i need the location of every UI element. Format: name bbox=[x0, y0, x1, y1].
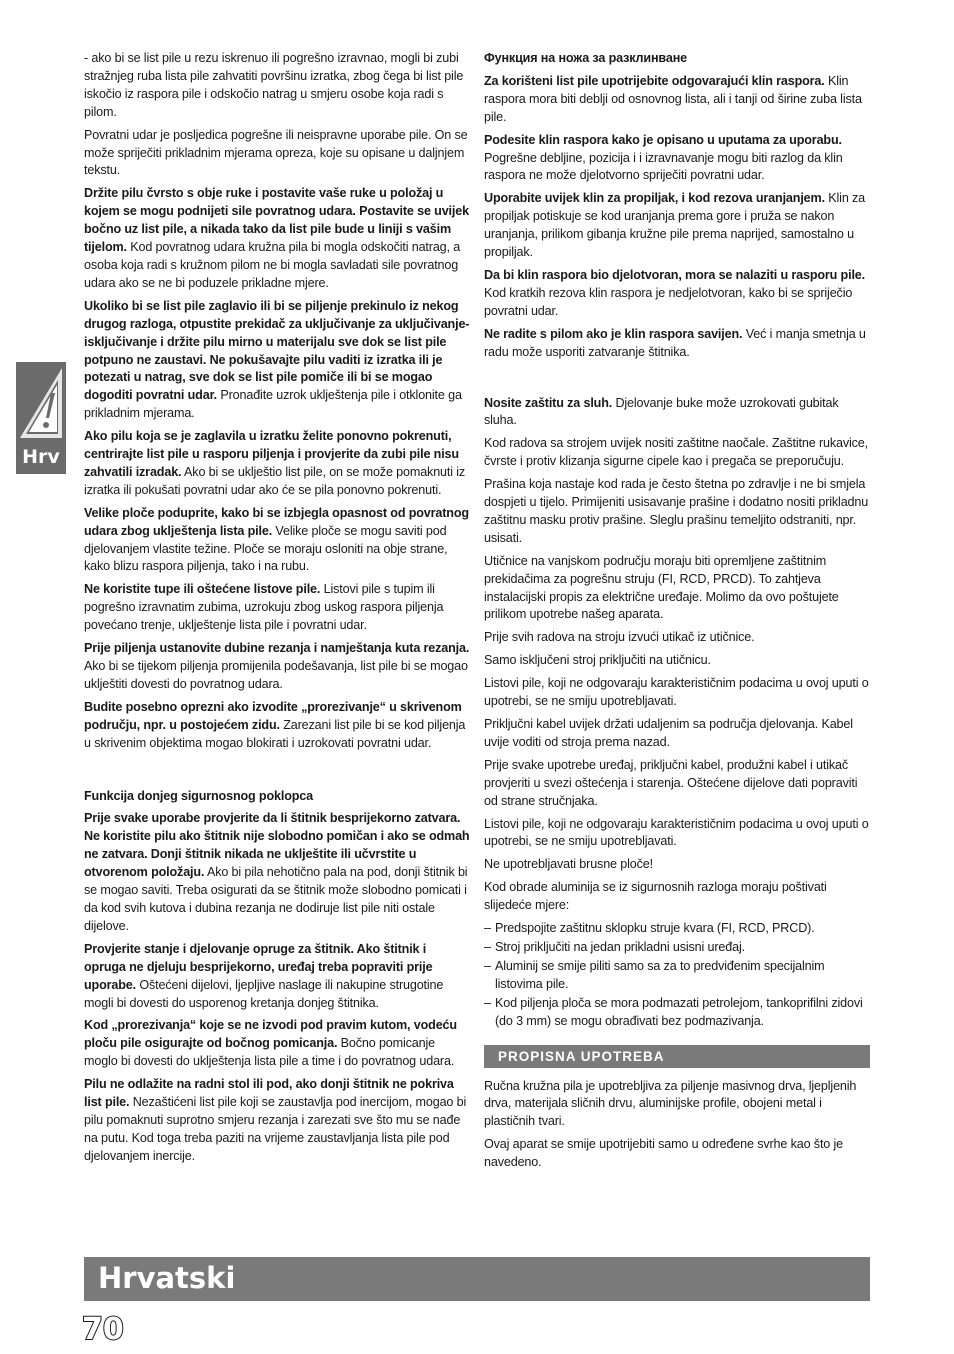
section-heading: Функция на ножа за разклинване bbox=[484, 51, 688, 65]
footer-bar bbox=[84, 1257, 870, 1301]
paragraph bbox=[484, 395, 870, 431]
side-tab bbox=[16, 362, 66, 474]
paragraph bbox=[484, 132, 870, 186]
paragraph bbox=[84, 640, 470, 694]
bold-lead: Za korišteni list pile upotrijebite odgovarajući klin raspora. bbox=[484, 73, 825, 88]
dash-marker: – bbox=[484, 995, 491, 1010]
paragraph bbox=[84, 941, 470, 1013]
bold-lead: Budite posebno oprezni ako izvodite „prorezivanje“ u skrivenom području, npr. u postojećem zidu. bbox=[84, 699, 462, 732]
bold-lead: Pilu ne odlažite na radni stol ili pod, ako donji štitnik ne pokriva list pile. bbox=[84, 1077, 454, 1110]
paragraph-text: Djelovanje buke može uzrokovati gubitak sluha. bbox=[484, 395, 839, 428]
paragraph: Listovi pile, koji ne odgovaraju karakterističnim podacima u ovoj uputi o upotrebi, se ne smiju upotrebljavati. bbox=[484, 816, 869, 849]
paragraph-text: Oštećeni dijelovi, ljepljive naslage ili nakupine strugotine mogli bi dovesti do usporenog kretanja donjeg štitnika. bbox=[84, 977, 444, 1010]
list-item bbox=[484, 995, 870, 1031]
paragraph-text: Listovi pile s tupim ili pogrešno izravnatim zubima, uzrokuju zbog uskog raspora piljenja povećano trenje, uklještenje lista pile i povratni udar. bbox=[84, 582, 444, 633]
list-item-text: Stroj priključiti na jedan prikladni usisni uređaj. bbox=[495, 939, 745, 954]
paragraph-text: Klin raspora mora biti deblji od osnovnog lista, ali i tanji od širine zuba lista pile. bbox=[484, 73, 862, 124]
paragraph: - ako bi se list pile u rezu iskrenuo ili pogrešno izravnao, mogli bi zubi stražnjeg ruba lista pile zahvatiti površinu izratka, zbog čega bi list pile iskočio iz raspora pile i odskočio natrag u smjeru osobe koja radi s pilom. bbox=[84, 51, 464, 119]
bold-lead: Podesite klin raspora kako je opisano u uputama za uporabu. bbox=[484, 132, 842, 147]
list-item bbox=[484, 920, 870, 938]
paragraph bbox=[84, 1017, 470, 1071]
paragraph: Samo isključeni stroj priključiti na utičnicu. bbox=[484, 653, 711, 668]
paragraph-text: Kod povratnog udara kružna pila bi mogla odskočiti natrag, a osoba koja radi s kružnom pilom ne bi mogla savladati sile povratnog udara ako se ne bi poduzele prikladne mjere. bbox=[84, 240, 461, 290]
paragraph: Prije svake upotrebe uređaj, priključni kabel, produžni kabel i utikač provjeriti u svezi oštećenja i starenja. Oštećene dijelove dati popraviti od strane stručnjaka. bbox=[484, 757, 858, 808]
paragraph: Listovi pile, koji ne odgovaraju karakterističnim podacima u ovoj uputi o upotrebi, se ne smiju upotrebljavati. bbox=[484, 676, 869, 709]
paragraph bbox=[84, 298, 470, 423]
bold-lead: Ne koristite tupe ili oštećene listove pile. bbox=[84, 582, 321, 597]
right-column bbox=[484, 50, 870, 1177]
bold-lead: Držite pilu čvrsto s obje ruke i postavite vaše ruke u položaj u kojem se mogu podnijeti sile povratnog udara. Postavite se uvijek bočno uz list pile, a nikada tako da list pile bude u liniji s vašim tijelom. bbox=[84, 186, 469, 255]
bold-lead: Ne radite s pilom ako je klin raspora savijen. bbox=[484, 326, 743, 341]
paragraph-text: Već i manja smetnja u radu može usporiti zatvaranje štitnika. bbox=[484, 326, 866, 359]
language-label: Hrv bbox=[22, 446, 60, 468]
paragraph: Ručna kružna pila je upotrebljiva za piljenje masivnog drva, ljepljenih drva, materijala sličnih drvu, aluminijske profile, obojeni metal i plastičnih tvari. bbox=[484, 1078, 857, 1129]
paragraph bbox=[84, 699, 470, 753]
bold-lead: Uporabite uvijek klin za propiljak, i kod rezova uranjanjem. bbox=[484, 191, 825, 206]
paragraph: Prije svih radova na stroju izvući utikač iz utičnice. bbox=[484, 630, 755, 645]
paragraph-text: Kod kratkih rezova klin raspora je nedjelotvoran, kako bi se spriječio povratni udar. bbox=[484, 285, 853, 318]
language-title: Hrvatski bbox=[98, 1261, 236, 1295]
paragraph: Ne upotrebljavati brusne ploče! bbox=[484, 857, 653, 872]
bold-lead: Nosite zaštitu za sluh. bbox=[484, 395, 613, 410]
bold-lead: Ukoliko bi se list pile zaglavio ili bi se piljenje prekinulo iz nekog drugog razloga, otpustite prekidač za uključivanje za uključivanje-isključivanje i držite pilu mirno u materijalu sve dok se list pile potpuno ne zaustavi. Ne pokušavajte pilu vaditi iz izratka ili je potezati u natrag, sve dok se list pile pomiče ili bi se mogao dogoditi povratni udar. bbox=[84, 298, 470, 403]
paragraph bbox=[84, 185, 470, 292]
paragraph-text: Bočno pomicanje moglo bi dovesti do uklještenja lista pile a time i do povratnog udara. bbox=[84, 1036, 455, 1069]
bold-lead: Kod „prorezivanja“ koje se ne izvodi pod pravim kutom, vodeću ploču pile osigurajte od bočnog pomicanja. bbox=[84, 1018, 457, 1051]
paragraph: Povratni udar je posljedica pogrešne ili neispravne uporabe pile. On se može spriječiti prikladnim mjerama opreza, koje su opisane u daljnjem tekstu. bbox=[84, 127, 468, 178]
list-item-text: Kod piljenja ploča se mora podmazati petrolejom, tankoprifilni zidovi (do 3 mm) se mogu obrađivati bez podmazivanja. bbox=[495, 995, 863, 1028]
dash-marker: – bbox=[484, 921, 491, 936]
list-item-text: Predspojite zaštitnu sklopku struje kvara (FI, RCD, PRCD). bbox=[495, 921, 815, 936]
paragraph bbox=[84, 505, 470, 577]
list-item bbox=[484, 958, 870, 994]
paragraph bbox=[484, 326, 870, 362]
paragraph-text: Ako bi se uklještio list pile, on se može pomaknuti iz izratka ili pokušati povratni udar ako će se pila ponovno pokrenuti. bbox=[84, 464, 466, 497]
list-item-text: Aluminij se smije piliti samo sa za to predviđenim specijalnim listovima pile. bbox=[495, 958, 825, 991]
paragraph-text: Pronađite uzrok uklještenja pile i otklonite ga prikladnim mjerama. bbox=[84, 388, 462, 421]
paragraph-text: Ako bi se tijekom piljenja promijenila podešavanja, list pile bi se mogao uklještiti dovesti do povratnog udara. bbox=[84, 659, 468, 691]
paragraph bbox=[84, 581, 470, 635]
bold-lead: Ako pilu koja se je zaglavila u izratku želite ponovno pokrenuti, centrirajte list pile u rasporu piljenja i provjerite da zubi pile nisu zahvatili izradak. bbox=[84, 429, 459, 479]
left-column bbox=[84, 50, 470, 1171]
paragraph: Prašina koja nastaje kod rada je često štetna po zdravlje i ne bi smjela dospjeti u tijelo. Primijeniti usisavanje prašine i dodatno nositi prikladnu zaštitnu masku protiv prašine. Sleglu prašinu temeljito odstraniti, npr. usisati. bbox=[484, 477, 869, 545]
paragraph bbox=[84, 1076, 470, 1166]
paragraph: Priključni kabel uvijek držati udaljenim sa područja djelovanja. Kabel uvije voditi od stroja prema nazad. bbox=[484, 717, 853, 749]
aluminium-list bbox=[484, 920, 870, 1030]
paragraph: Ovaj aparat se smije upotrijebiti samo u određene svrhe kao što je navedeno. bbox=[484, 1137, 844, 1170]
section-bar-propisna-upotreba: PROPISNA UPOTREBA bbox=[484, 1045, 870, 1068]
paragraph bbox=[84, 810, 470, 935]
paragraph bbox=[484, 267, 870, 321]
bold-lead: Prije svake uporabe provjerite da li štitnik besprijekorno zatvara. Ne koristite pilu ako štitnik nije slobodno pomičan i ako se odmah ne zatvara. Donji štitnik nikada ne uklještite ili učvrstite u otvorenom položaju. bbox=[84, 811, 470, 880]
paragraph-text: Zarezani list pile bi se kod piljenja u skrivenim objektima mogao blokirati i uzrokovati povratni udar. bbox=[84, 717, 466, 750]
paragraph: Kod obrade aluminija se iz sigurnosnih razloga moraju poštivati slijedeće mjere: bbox=[484, 880, 827, 913]
section-heading: Funkcija donjeg sigurnosnog poklopca bbox=[84, 788, 313, 803]
warning-icon bbox=[16, 362, 66, 446]
paragraph: Kod radova sa strojem uvijek nositi zaštitne naočale. Zaštitne rukavice, čvrste i protiv klizanja sigurne cipele kao i pregača se preporučuju. bbox=[484, 436, 868, 469]
paragraph: Utičnice na vanjskom području moraju biti opremljene zaštitnim prekidačima za pogrešnu struju (FI, RCD, PRCD). To zahtjeva instalacijski propis za električne uređaje. Molimo da ovo poštujete prilikom upotrebe našeg aparata. bbox=[484, 553, 839, 622]
list-item bbox=[484, 939, 870, 957]
paragraph-text: Klin za propiljak potiskuje se kod uranjanja prema gore i pruža se nakon uranjanja, prilikom gibanja kružne pile prema naprijed, samostalno u propiljak. bbox=[484, 191, 866, 260]
dash-marker: – bbox=[484, 939, 491, 954]
paragraph-text: Pogrešne debljine, pozicija i i izravnavanje mogu biti razlog da klin raspora ne može djelotvorno spriječiti povratni udar. bbox=[484, 150, 843, 183]
paragraph bbox=[484, 73, 870, 127]
bold-lead: Prije piljenja ustanovite dubine rezanja i namještanja kuta rezanja. bbox=[84, 641, 470, 656]
bold-lead: Da bi klin raspora bio djelotvoran, mora se nalaziti u rasporu pile. bbox=[484, 267, 865, 282]
paragraph-text: Velike ploče se mogu saviti pod djelovanjem vlastite težine. Ploče se moraju osloniti na obje strane, kako blizu raspora piljenja, tako i na rubu. bbox=[84, 523, 448, 574]
dash-marker: – bbox=[484, 958, 491, 973]
page-number: 70 bbox=[82, 1312, 124, 1347]
paragraph-text: Nezaštićeni list pile koji se zaustavlja pod inercijom, mogao bi pilu pomaknuti suprotno smjeru rezanja i zarezati sve što mu se nađe na putu. Kod toga treba paziti na vrijeme zaustavljanja lista pile pod djelovanjem inercije. bbox=[84, 1095, 467, 1163]
bold-lead: Provjerite stanje i djelovanje opruge za štitnik. Ako štitnik i opruga ne djeluju besprijekorno, uređaj treba popraviti prije uporabe. bbox=[84, 941, 433, 992]
paragraph bbox=[484, 190, 870, 262]
paragraph bbox=[84, 428, 470, 500]
paragraph-text: Ako bi pila nehotično pala na pod, donji štitnik bi se mogao saviti. Treba osigurati da se štitnik može slobodno pomicati i da kod svih kutova i dubina rezanja ne dodiruje list pile niti ostale dijelove. bbox=[84, 865, 468, 933]
bold-lead: Velike ploče poduprite, kako bi se izbjegla opasnost od povratnog udara zbog uklještenja lista pile. bbox=[84, 505, 469, 538]
